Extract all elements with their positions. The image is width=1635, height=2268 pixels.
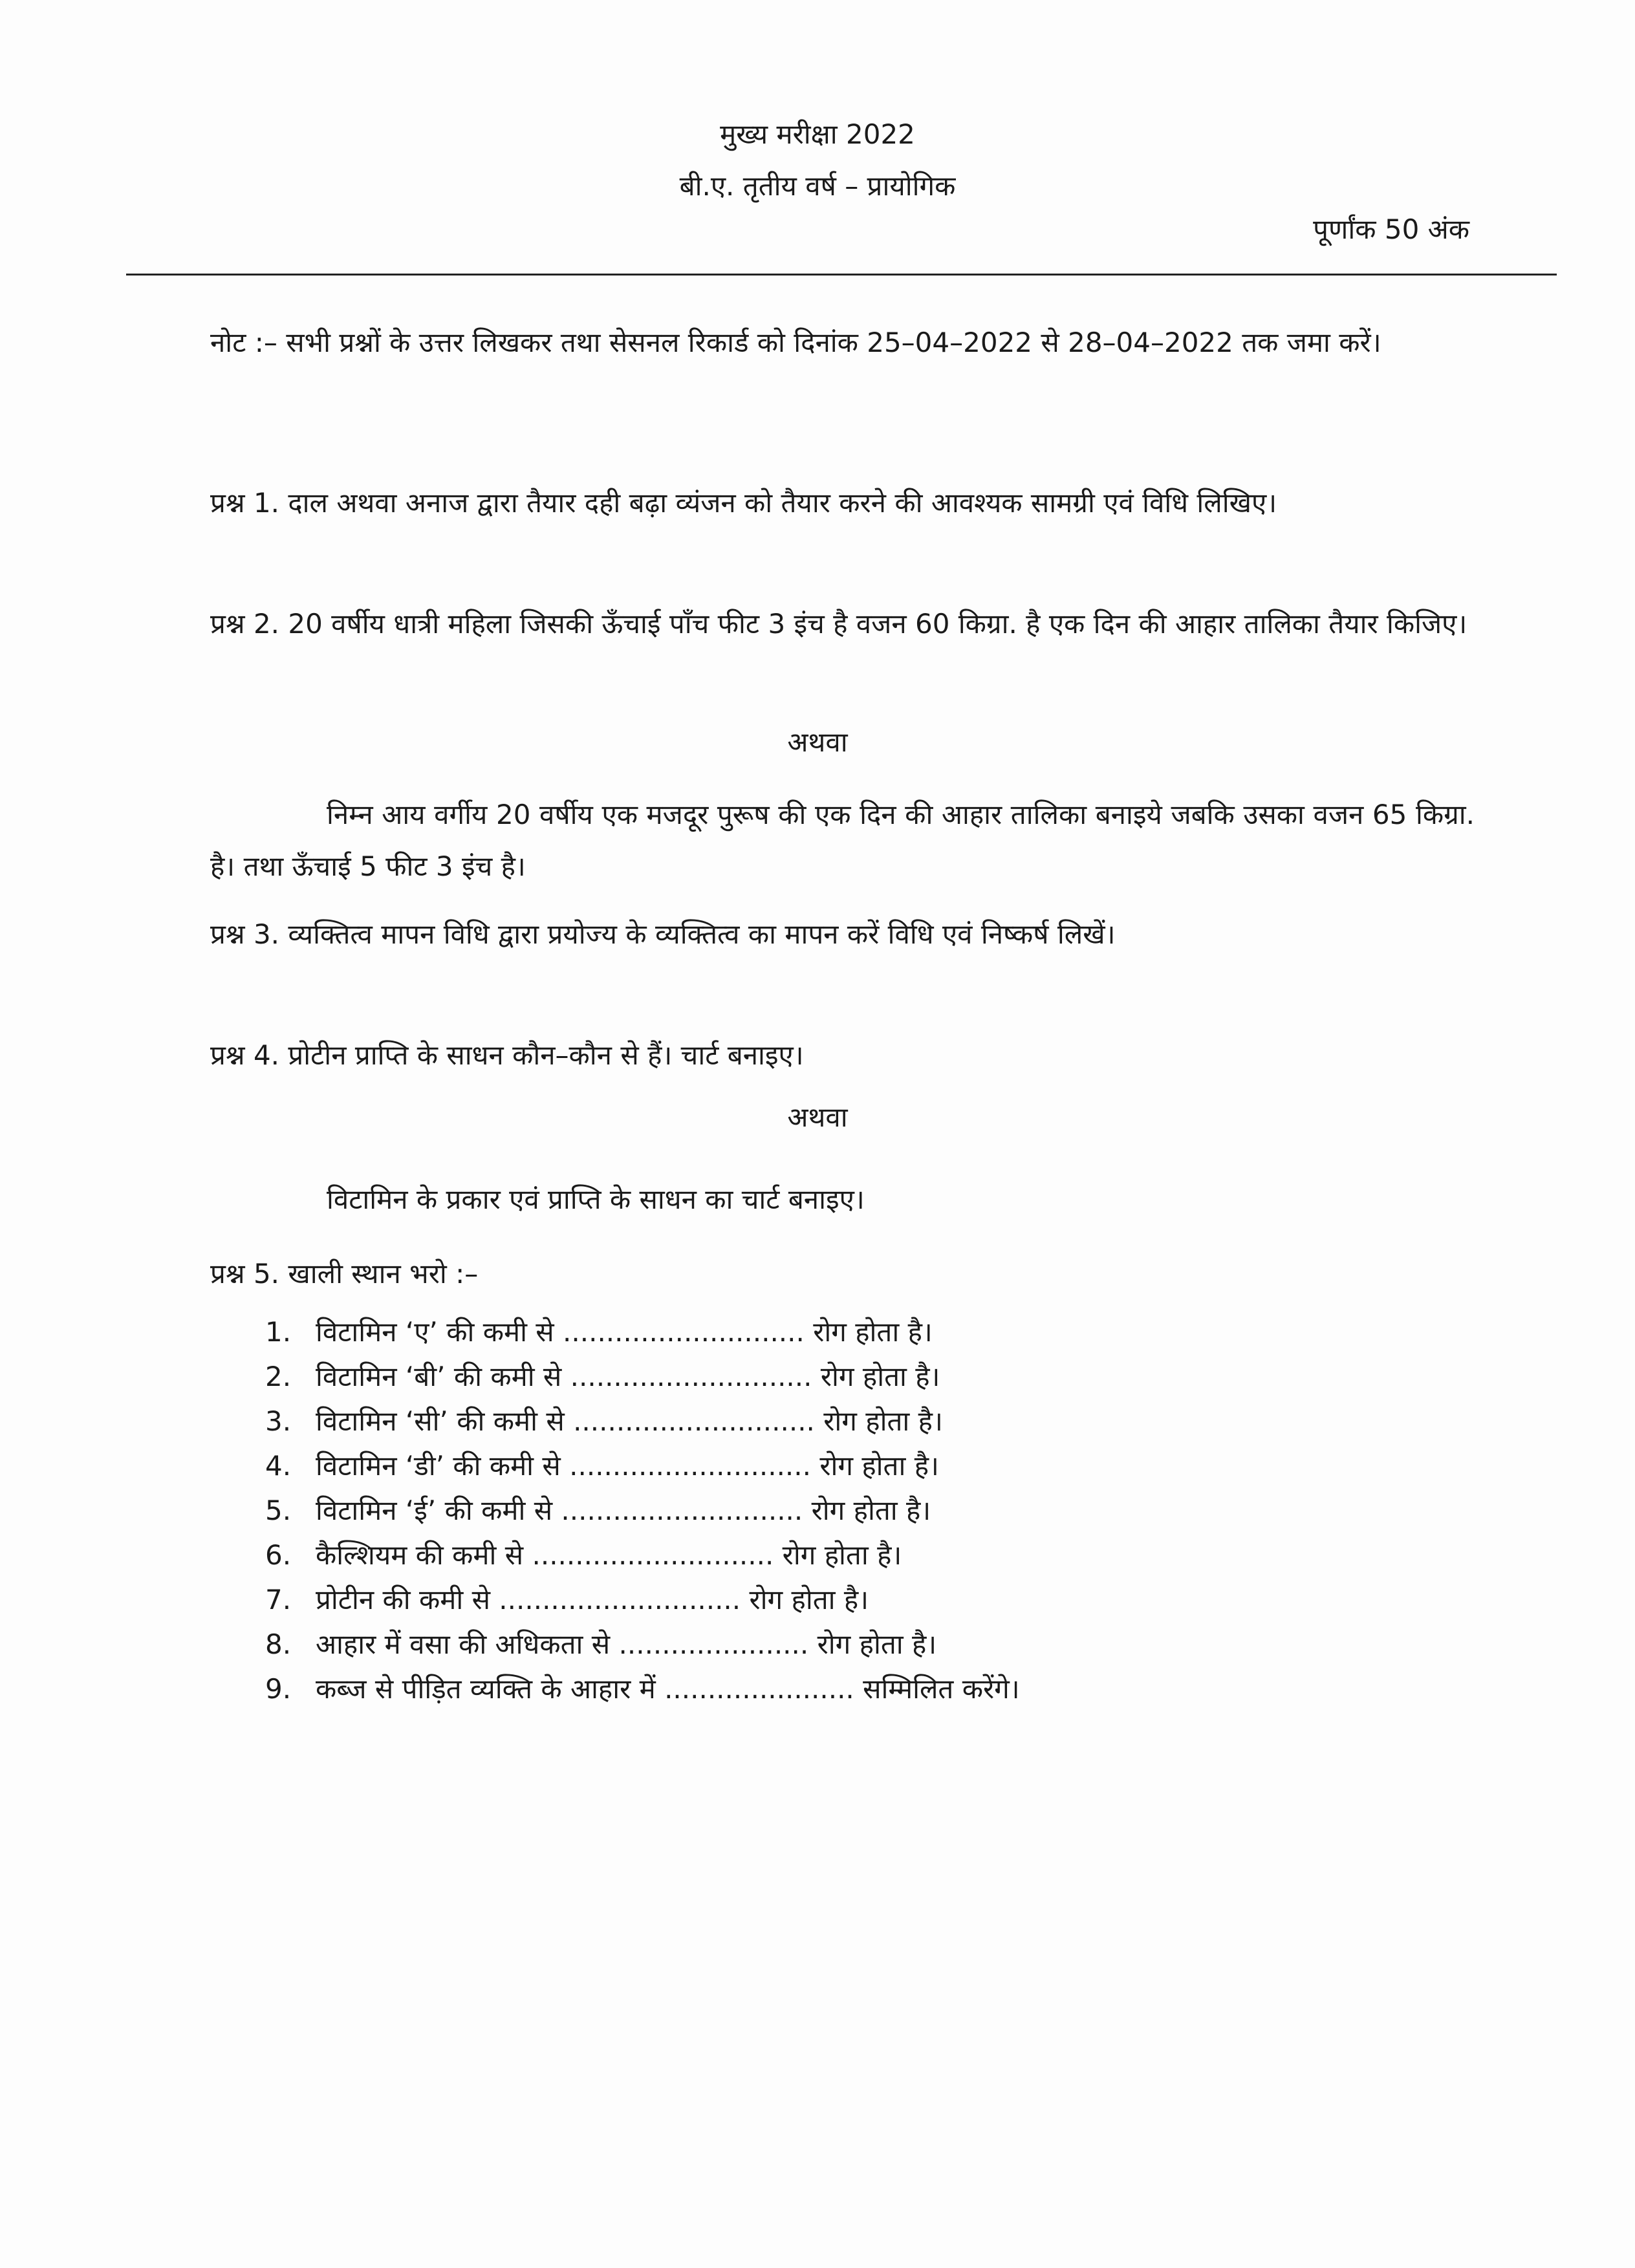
list-item: 5. विटामिन ‘ई’ की कमी से ............................ रोग होता है। [265, 1495, 931, 1526]
header-divider [126, 274, 1557, 275]
note-text: नोट :– सभी प्रश्नों के उत्तर लिखकर तथा सेसनल रिकार्ड को दिनांक 25–04–2022 से 28–04–2022 तक जमा करें। [210, 327, 1381, 358]
list-item: 2. विटामिन ‘बी’ की कमी से ............................ रोग होता है। [265, 1361, 940, 1392]
list-item: 4. विटामिन ‘डी’ की कमी से ............................ रोग होता है। [265, 1450, 939, 1482]
total-marks: पूर्णांक 50 अंक [1313, 213, 1469, 245]
fill-in-blanks-list [265, 1310, 1020, 1711]
list-item: 3. विटामिन ‘सी’ की कमी से ............................ रोग होता है। [265, 1405, 943, 1437]
list-item: 6. कैल्शियम की कमी से ............................ रोग होता है। [265, 1539, 902, 1571]
list-item: 7. प्रोटीन की कमी से ............................ रोग होता है। [265, 1584, 869, 1615]
exam-title: मुख्य मरीक्षा 2022 [720, 118, 915, 150]
list-item: 8. आहार में वसा की अधिकता से ...................... रोग होता है। [265, 1628, 937, 1660]
question-5: प्रश्न 5. खाली स्थान भरो :– [210, 1258, 479, 1290]
list-item: 9. कब्ज से पीड़ित व्यक्ति के आहार में ...................... सम्मिलित करेंगे। [265, 1673, 1020, 1705]
question-4-alternative: विटामिन के प्रकार एवं प्राप्ति के साधन का चार्ट बनाइए। [327, 1183, 865, 1215]
question-3: प्रश्न 3. व्यक्तित्व मापन विधि द्वारा प्रयोज्य के व्यक्तित्व का मापन करें विधि एवं निष्कर्ष लिखें। [210, 918, 1116, 950]
question-2: प्रश्न 2. 20 वर्षीय धात्री महिला जिसकी ऊँचाई पाँच फीट 3 इंच है वजन 60 किग्रा. है एक दिन की आहार तालिका तैयार किजिए। [210, 608, 1467, 640]
list-item: 1. विटामिन ‘ए’ की कमी से ............................ रोग होता है। [265, 1316, 933, 1348]
course-title: बी.ए. तृतीय वर्ष – प्रायोगिक [679, 170, 956, 202]
or-label-1: अथवा [787, 726, 848, 758]
question-4: प्रश्न 4. प्रोटीन प्राप्ति के साधन कौन–कौन से हैं। चार्ट बनाइए। [210, 1039, 804, 1071]
or-label-2: अथवा [787, 1101, 848, 1133]
question-2-alternative: निम्न आय वर्गीय 20 वर्षीय एक मजदूर पुरूष की एक दिन की आहार तालिका बनाइये जबकि उसका वजन 65 किग्रा. है। तथा ऊँचाई 5 फीट 3 इंच है। [210, 799, 1475, 882]
question-1: प्रश्न 1. दाल अथवा अनाज द्वारा तैयार दही बढ़ा व्यंजन को तैयार करने की आवश्यक सामग्री एवं विधि लिखिए। [210, 487, 1277, 519]
